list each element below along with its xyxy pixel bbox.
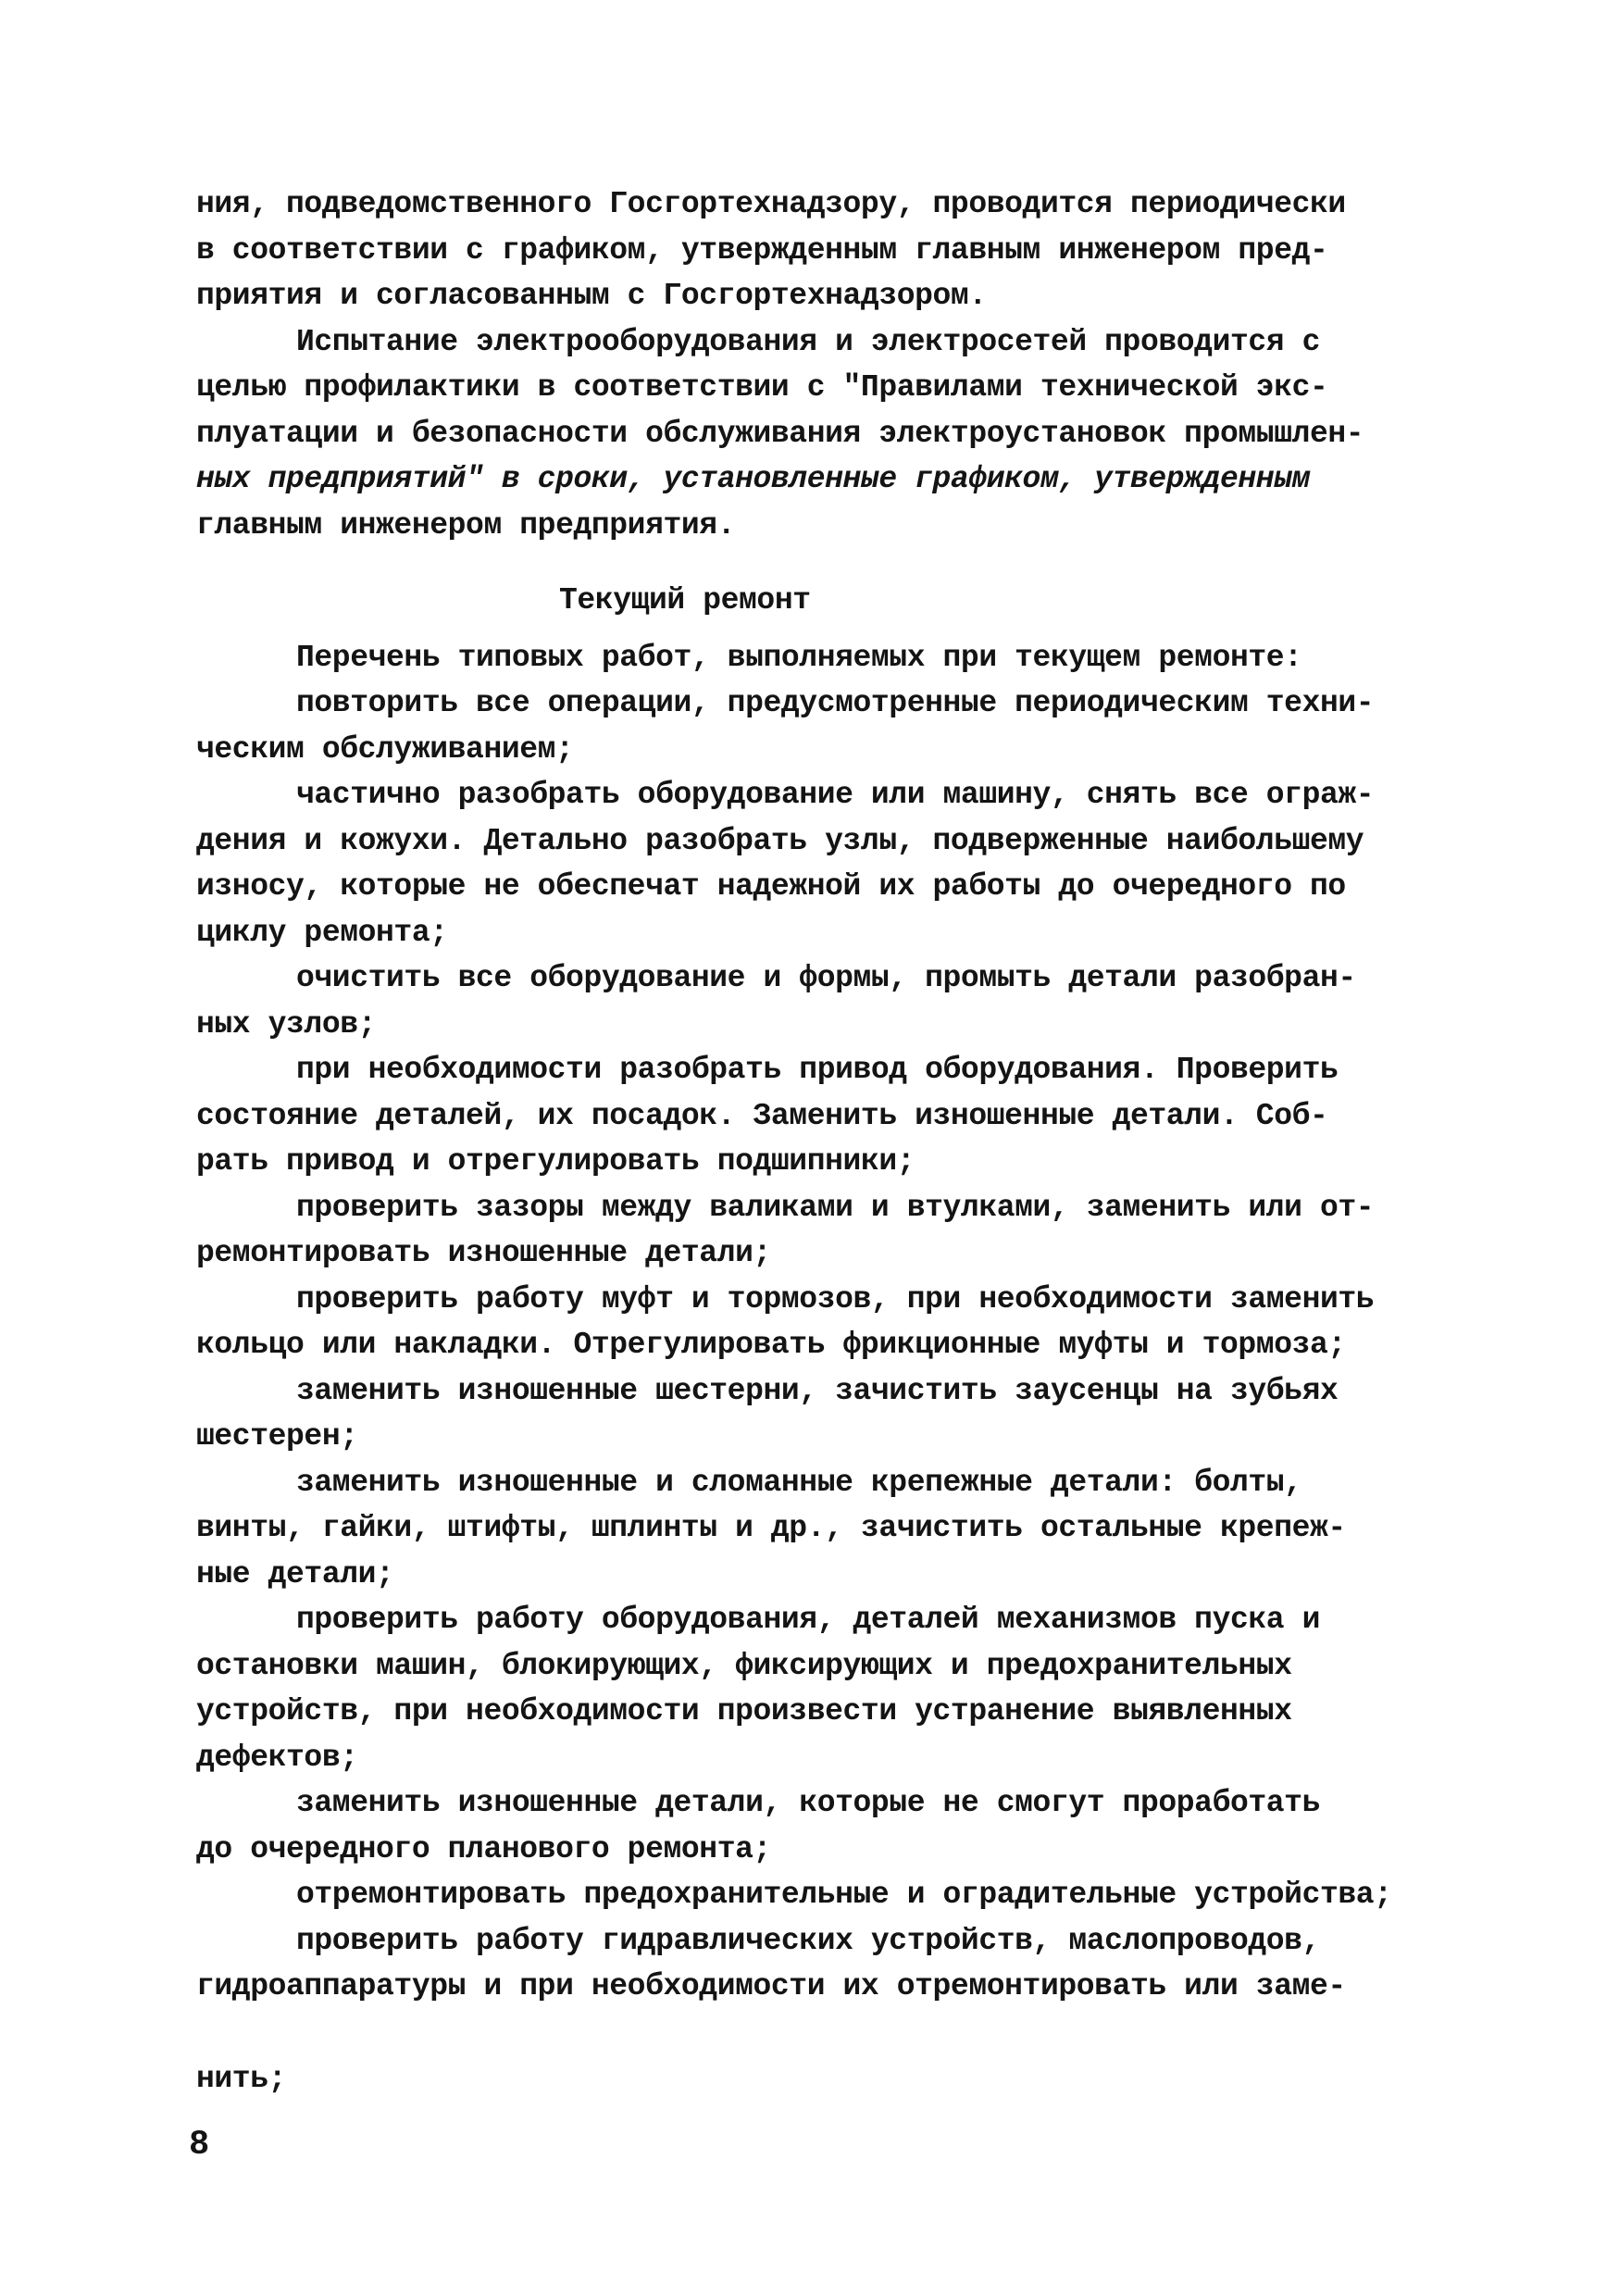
text-line: дефектов; xyxy=(196,1740,358,1775)
text-line: состояние деталей, их посадок. Заменить изношенные детали. Соб- xyxy=(196,1098,1328,1133)
list-item-start: частично разобрать оборудование или машину, снять все ограж- xyxy=(296,778,1375,812)
text-line: ческим обслуживанием; xyxy=(196,731,574,767)
text-line: ремонтировать изношенные детали; xyxy=(196,1236,771,1270)
text-line: главным инженером предприятия. xyxy=(196,507,736,543)
list-item-start: проверить работу оборудования, деталей механизмов пуска и xyxy=(296,1603,1320,1637)
list-item-start: очистить все оборудование и формы, промыть детали разобран- xyxy=(296,961,1356,995)
list-item-start: повторить все операции, предусмотренные периодическим техни- xyxy=(296,686,1375,720)
list-item-start: заменить изношенные шестерни, зачистить заусенцы на зубьях xyxy=(296,1373,1339,1408)
paragraph-start: Перечень типовых работ, выполняемых при текущем ремонте: xyxy=(296,640,1302,675)
text-line: гидроаппаратуры и при необходимости их отремонтировать или заме- xyxy=(196,1969,1346,2003)
text-line: в соответствии с графиком, утвержденным главным инженером пред- xyxy=(196,232,1328,268)
text-line: приятия и согласованным с Госгортехнадзором. xyxy=(196,279,987,313)
text-line: винты, гайки, штифты, шплинты и др., зачистить остальные крепеж- xyxy=(196,1511,1346,1545)
text-line: рать привод и отрегулировать подшипники; xyxy=(196,1144,915,1179)
list-item-start: проверить работу муфт и тормозов, при необходимости заменить xyxy=(296,1281,1375,1316)
text-line: плуатации и безопасности обслуживания электроустановок промышлен- xyxy=(196,416,1364,451)
text-line: кольцо или накладки. Отрегулировать фрикционные муфты и тормоза; xyxy=(196,1328,1346,1362)
text-line: циклу ремонта; xyxy=(196,915,448,950)
text-line: ния, подведомственного Госгортехнадзору, проводится периодически xyxy=(196,187,1346,221)
paragraph-start: Испытание электрооборудования и электросетей проводится с xyxy=(296,324,1320,359)
text-line: дения и кожухи. Детально разобрать узлы, подверженные наибольшему xyxy=(196,823,1364,858)
list-item-start: проверить работу гидравлических устройств, маслопроводов, xyxy=(296,1923,1320,1958)
page-number: 8 xyxy=(189,2126,210,2165)
text-line: ных узлов; xyxy=(196,1006,377,1042)
list-item-start: отремонтировать предохранительные и оградительные устройства; xyxy=(296,1878,1392,1912)
list-item-start: заменить изношенные детали, которые не смогут проработать xyxy=(296,1786,1320,1820)
list-item-start: заменить изношенные и сломанные крепежные детали: болты, xyxy=(296,1465,1302,1500)
text-line: нить; xyxy=(196,2061,287,2096)
text-line: устройств, при необходимости произвести устранение выявленных xyxy=(196,1694,1292,1728)
list-item-start: проверить зазоры между валиками и втулками, заменить или от- xyxy=(296,1190,1375,1225)
text-line: ные детали; xyxy=(196,1556,394,1591)
text-line: до очередного планового ремонта; xyxy=(196,1831,771,1866)
text-line: остановки машин, блокирующих, фиксирующих и предохранительных xyxy=(196,1648,1292,1683)
section-heading: Текущий ремонт xyxy=(559,583,811,618)
text-line: ных предприятий" в сроки, установленные графиком, утвержденным xyxy=(196,462,1311,496)
body-text xyxy=(196,181,1437,2102)
text-line: целью профилактики в соответствии с "Правилами технической экс- xyxy=(196,370,1328,405)
text-line: шестерен; xyxy=(196,1419,358,1454)
list-item-start: при необходимости разобрать привод оборудования. Проверить xyxy=(296,1053,1339,1087)
text-line: износу, которые не обеспечат надежной их работы до очередного по xyxy=(196,869,1346,904)
